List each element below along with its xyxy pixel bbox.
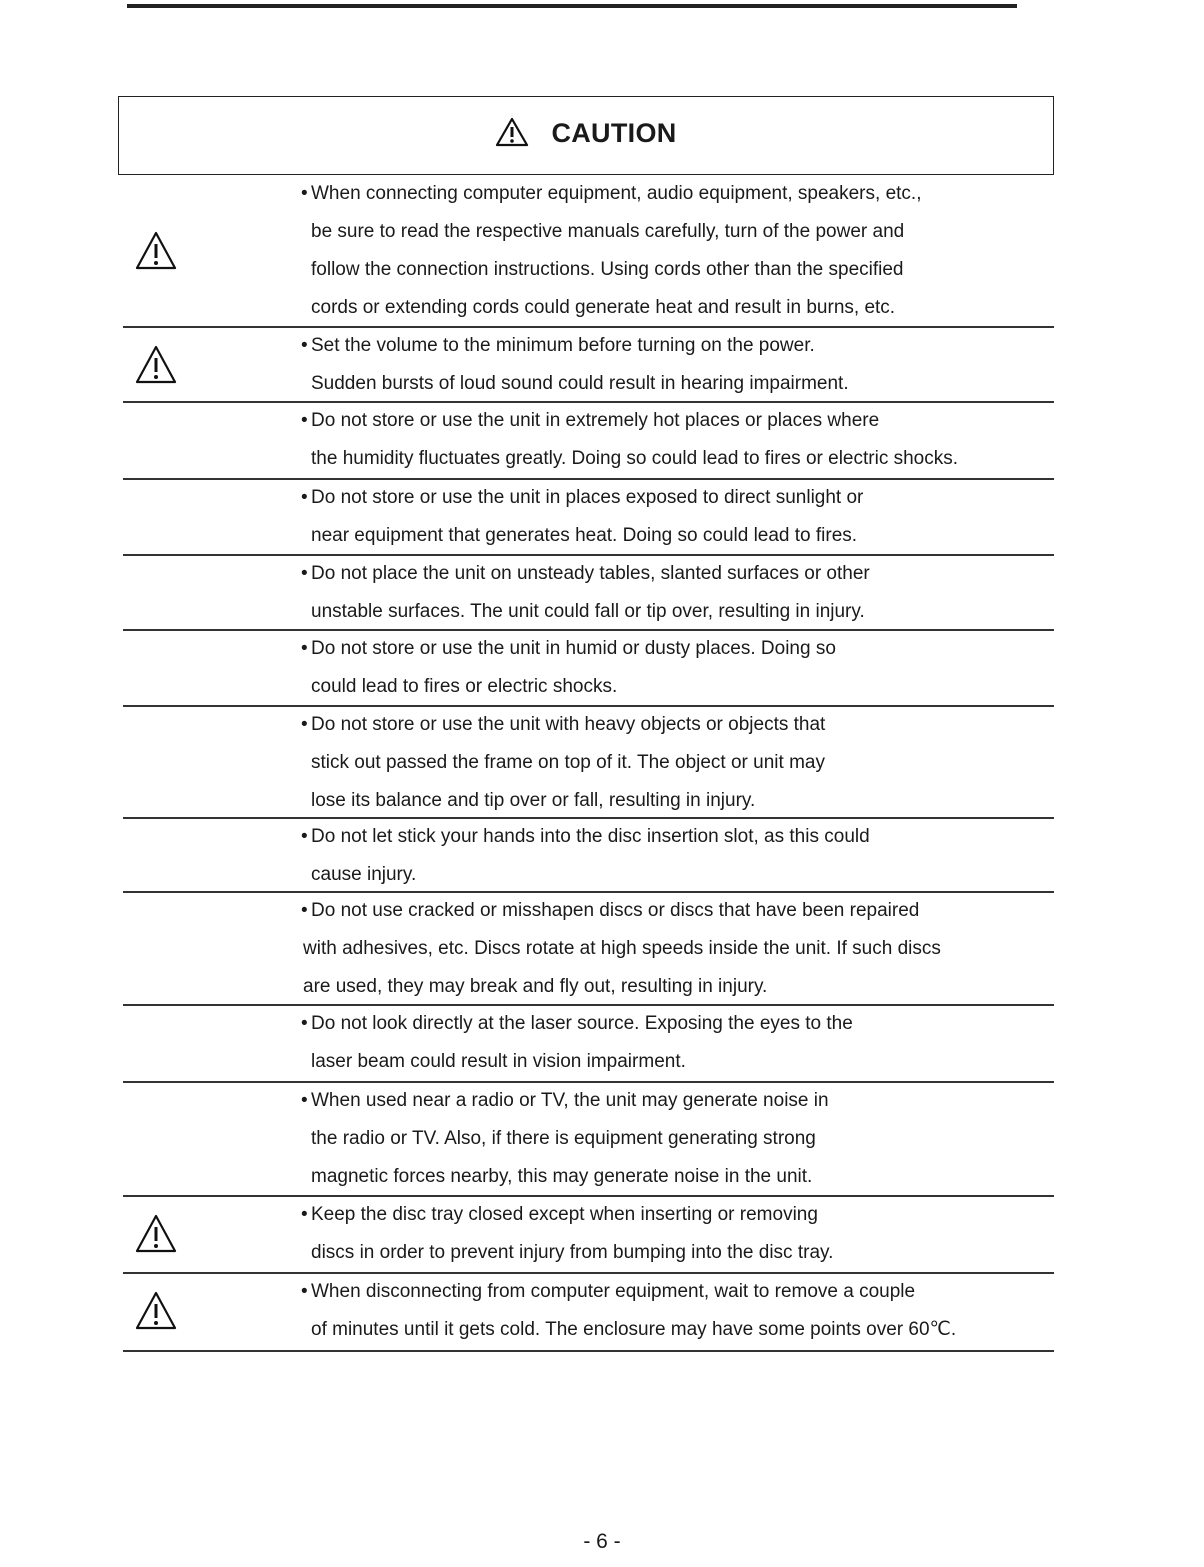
caution-text (301, 327, 1061, 403)
caution-text-first-line (301, 555, 1061, 593)
caution-text (301, 1082, 1061, 1196)
line-text: Do not store or use the unit in places exposed to direct sunlight or (311, 487, 864, 508)
warning-triangle-icon (135, 345, 177, 385)
row-divider (123, 1004, 1054, 1006)
caution-text (301, 479, 1061, 555)
caution-text-line (301, 1120, 1061, 1158)
caution-text-line (301, 289, 1061, 327)
row-divider (123, 817, 1054, 819)
caution-text-first-line (301, 630, 1061, 668)
line-text: Do not let stick your hands into the disc insertion slot, as this could (311, 826, 870, 847)
line-text: Set the volume to the minimum before turning on the power. (311, 335, 815, 356)
caution-text-first-line (301, 479, 1061, 517)
caution-text-line (301, 440, 1061, 478)
caution-text-line (301, 668, 1061, 706)
line-text: with adhesives, etc. Discs rotate at high speeds inside the unit. If such discs (303, 938, 941, 959)
line-text: magnetic forces nearby, this may generate noise in the unit. (311, 1166, 813, 1187)
bullet-icon: • (301, 1013, 308, 1034)
warning-triangle-icon (135, 1291, 177, 1331)
caution-text-first-line (301, 175, 1061, 213)
row-divider (123, 705, 1054, 707)
bullet-icon: • (301, 1204, 308, 1225)
line-text: are used, they may break and fly out, resulting in injury. (303, 976, 768, 997)
caution-title: CAUTION (551, 118, 677, 148)
page-number: - 6 - (583, 1530, 621, 1553)
row-divider (123, 629, 1054, 631)
caution-item (123, 175, 1054, 327)
caution-item (123, 1196, 1054, 1272)
row-divider (123, 1272, 1054, 1274)
caution-text (301, 175, 1061, 327)
line-text: When connecting computer equipment, audio equipment, speakers, etc., (311, 183, 922, 204)
caution-text-line (301, 1043, 1061, 1081)
caution-item (123, 1273, 1054, 1349)
line-text: cords or extending cords could generate heat and result in burns, etc. (311, 297, 896, 318)
caution-text-line (301, 930, 1061, 968)
bullet-icon: • (301, 487, 308, 508)
caution-text-line (301, 365, 1061, 403)
caution-text-first-line (301, 1196, 1061, 1234)
line-text: When used near a radio or TV, the unit may generate noise in (311, 1090, 829, 1111)
line-text: Do not place the unit on unsteady tables, slanted surfaces or other (311, 563, 870, 584)
line-text: Do not look directly at the laser source. Exposing the eyes to the (311, 1013, 853, 1034)
row-divider (123, 401, 1054, 403)
line-text: cause injury. (311, 864, 417, 885)
caution-text-line (301, 782, 1061, 820)
caution-text (301, 402, 1061, 478)
line-text: the radio or TV. Also, if there is equipment generating strong (311, 1128, 816, 1149)
line-text: follow the connection instructions. Using cords other than the specified (311, 259, 904, 280)
line-text: laser beam could result in vision impairment. (311, 1051, 686, 1072)
warning-triangle-icon (135, 1214, 177, 1254)
caution-text (301, 1005, 1061, 1081)
warning-triangle-icon (495, 117, 529, 147)
row-divider (123, 891, 1054, 893)
caution-item (123, 630, 1054, 706)
caution-text-line (301, 968, 1061, 1006)
caution-text-line (301, 213, 1061, 251)
caution-text-first-line (301, 892, 1061, 930)
caution-text-first-line (301, 1005, 1061, 1043)
caution-text (301, 818, 1061, 894)
caution-text-first-line (301, 402, 1061, 440)
line-text: could lead to fires or electric shocks. (311, 676, 618, 697)
bullet-icon: • (301, 826, 308, 847)
line-text: the humidity fluctuates greatly. Doing so could lead to fires or electric shocks. (311, 448, 959, 469)
caution-item (123, 892, 1054, 1006)
caution-text-line (301, 1234, 1061, 1272)
caution-text-line (301, 744, 1061, 782)
bullet-icon: • (301, 1281, 308, 1302)
caution-text (301, 1273, 1061, 1349)
caution-text (301, 1196, 1061, 1272)
caution-text-line (301, 251, 1061, 289)
row-divider (123, 326, 1054, 328)
caution-text-first-line (301, 1082, 1061, 1120)
bullet-icon: • (301, 714, 308, 735)
row-divider (123, 1350, 1054, 1352)
caution-item (123, 327, 1054, 403)
warning-triangle-icon (135, 231, 177, 271)
bullet-icon: • (301, 335, 308, 356)
caution-item (123, 706, 1054, 820)
caution-item (123, 402, 1054, 478)
caution-text-first-line (301, 818, 1061, 856)
line-text: Keep the disc tray closed except when inserting or removing (311, 1204, 818, 1225)
caution-text-line (301, 517, 1061, 555)
caution-header-box (118, 96, 1054, 175)
caution-text (301, 892, 1061, 1006)
top-rule (127, 4, 1017, 8)
line-text: unstable surfaces. The unit could fall or tip over, resulting in injury. (311, 601, 865, 622)
bullet-icon: • (301, 563, 308, 584)
line-text: Do not store or use the unit with heavy objects or objects that (311, 714, 826, 735)
row-divider (123, 554, 1054, 556)
bullet-icon: • (301, 900, 308, 921)
caution-item (123, 818, 1054, 894)
bullet-icon: • (301, 638, 308, 659)
line-text: When disconnecting from computer equipment, wait to remove a couple (311, 1281, 916, 1302)
caution-text-line (301, 856, 1061, 894)
row-divider (123, 1195, 1054, 1197)
bullet-icon: • (301, 410, 308, 431)
caution-item (123, 1082, 1054, 1196)
caution-text-first-line (301, 1273, 1061, 1311)
bullet-icon: • (301, 1090, 308, 1111)
caution-item (123, 1005, 1054, 1081)
caution-text-first-line (301, 706, 1061, 744)
row-divider (123, 1081, 1054, 1083)
line-text: Sudden bursts of loud sound could result in hearing impairment. (311, 373, 849, 394)
line-text: Do not store or use the unit in extremely hot places or places where (311, 410, 880, 431)
line-text: lose its balance and tip over or fall, resulting in injury. (311, 790, 756, 811)
caution-text-first-line (301, 327, 1061, 365)
caution-text-line (301, 593, 1061, 631)
caution-item (123, 555, 1054, 631)
caution-item (123, 479, 1054, 555)
caution-text (301, 706, 1061, 820)
caution-text (301, 555, 1061, 631)
line-text: discs in order to prevent injury from bumping into the disc tray. (311, 1242, 834, 1263)
line-text: of minutes until it gets cold. The enclosure may have some points over 60℃. (311, 1319, 957, 1340)
line-text: be sure to read the respective manuals carefully, turn of the power and (311, 221, 905, 242)
caution-text-line (301, 1311, 1061, 1349)
line-text: Do not store or use the unit in humid or dusty places. Doing so (311, 638, 836, 659)
caution-heading (119, 117, 1053, 149)
caution-text (301, 630, 1061, 706)
caution-text-line (301, 1158, 1061, 1196)
row-divider (123, 478, 1054, 480)
line-text: Do not use cracked or misshapen discs or discs that have been repaired (311, 900, 920, 921)
line-text: stick out passed the frame on top of it. The object or unit may (311, 752, 825, 773)
bullet-icon: • (301, 183, 308, 204)
line-text: near equipment that generates heat. Doing so could lead to fires. (311, 525, 858, 546)
